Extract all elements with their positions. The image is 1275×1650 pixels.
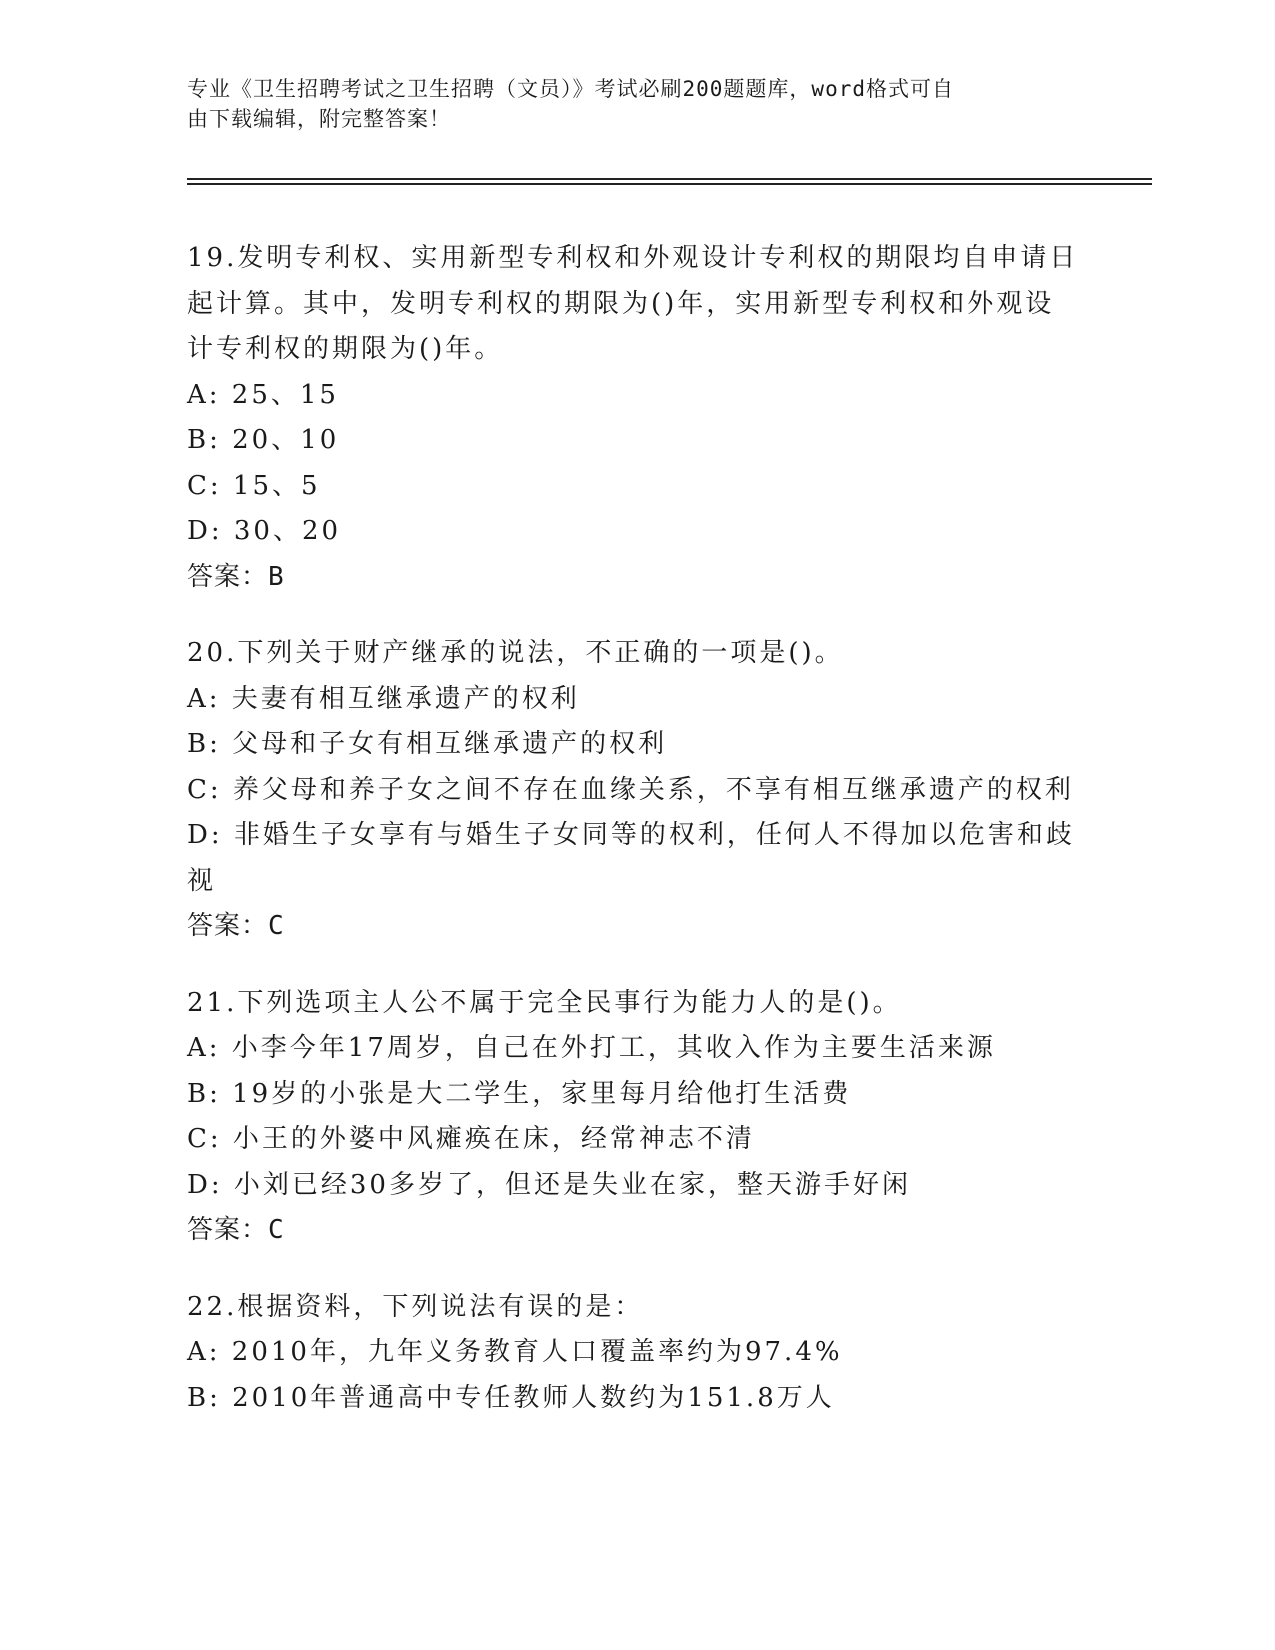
option-c: C: 小王的外婆中风瘫痪在床，经常神志不清: [187, 1124, 755, 1154]
option-b: B: 19岁的小张是大二学生，家里每月给他打生活费: [187, 1078, 852, 1109]
option-d: D: 非婚生子女享有与婚生子女同等的权利，任何人不得加以危害和歧: [187, 820, 1075, 850]
header-divider-top: [187, 178, 1152, 180]
answer-label: 答案：B: [187, 561, 285, 592]
option-a: A: 小李今年17周岁，自己在外打工，其收入作为主要生活来源: [187, 1033, 996, 1063]
question-19: [187, 236, 1087, 600]
option-a: A: 2010年，九年义务教育人口覆盖率约为97.4%: [187, 1337, 843, 1367]
option-c: C: 养父母和养子女之间不存在血缘关系，不享有相互继承遗产的权利: [187, 774, 1074, 805]
question-22: [187, 1285, 1087, 1422]
option-b: B: 父母和子女有相互继承遗产的权利: [187, 729, 668, 759]
question-stem-line: 21.下列选项主人公不属于完全民事行为能力人的是()。: [187, 987, 902, 1018]
option-a: A: 夫妻有相互继承遗产的权利: [187, 683, 580, 714]
option-c: C: 15、5: [187, 470, 321, 501]
document-header: [187, 74, 1067, 134]
question-21: [187, 981, 1087, 1254]
option-d: D: 30、20: [187, 516, 342, 546]
question-stem-line: 19.发明专利权、实用新型专利权和外观设计专利权的期限均自申请日: [187, 243, 1079, 273]
question-stem-line: 计专利权的期限为()年。: [187, 334, 504, 364]
header-line-1: 专业《卫生招聘考试之卫生招聘（文员）》考试必刷200题题库，word格式可自: [187, 77, 954, 101]
option-b: B: 2010年普通高中专任教师人数约为151.8万人: [187, 1382, 835, 1413]
option-a: A: 25、15: [187, 379, 339, 410]
option-d: D: 小刘已经30多岁了，但还是失业在家，整天游手好闲: [187, 1169, 911, 1200]
question-20: [187, 631, 1087, 950]
question-stem-line: 22.根据资料，下列说法有误的是：: [187, 1291, 644, 1322]
header-divider-bottom: [187, 183, 1152, 185]
answer-label: 答案：C: [187, 911, 285, 941]
header-line-2: 由下载编辑，附完整答案！: [187, 107, 451, 131]
question-stem-line: 起计算。其中，发明专利权的期限为()年，实用新型专利权和外观设: [187, 288, 1055, 319]
answer-label: 答案：C: [187, 1215, 285, 1245]
option-b: B: 20、10: [187, 425, 340, 455]
option-d-continued: 视: [187, 865, 217, 896]
question-stem-line: 20.下列关于财产继承的说法，不正确的一项是()。: [187, 638, 844, 668]
question-list: [187, 236, 1087, 1452]
